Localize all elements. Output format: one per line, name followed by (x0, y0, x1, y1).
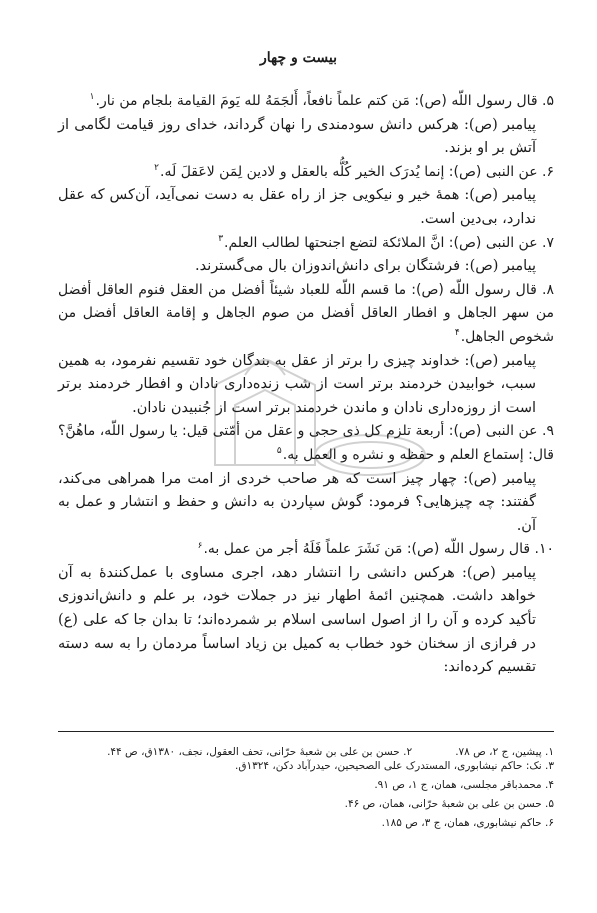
hadith-10-arabic: ۱۰. قال رسول اللّه (ص): مَن نَشَرَ علماً فَلَهُ أجر من عمل به.$^۶$ (197, 540, 554, 558)
hadith-8-translation: پیامبر (ص): خداوند چیزی را برتر از عقل به بندگان خود تقسیم نفرمود، به همین سبب، خوابیدن خردمند برتر است از شب زنده‌داری نادان و افطار خردمند برتر است از روزه‌داری نادان و ماندن خردمند برتر است از جُنبیدن نادان. (58, 352, 536, 416)
page-title: بیست و چهار (260, 50, 337, 66)
hadith-9-arabic: ۹. عن النبی (ص): أربعة تلزم کل ذی حجی و عقل من أمّتی قیل: یا رسول اللّه، ماهُنَّ؟ قال: إستماع العلم و حفظه و نشره و العمل به.$^۵$ (58, 423, 554, 463)
footnote-ref[interactable]: ۴ (454, 328, 460, 339)
hadith-5-translation: پیامبر (ص): هرکس دانش سودمندی را نهان گرداند، خدای روز قیامت لگامی از آتش بر او بزند. (58, 116, 536, 157)
footnote-ref[interactable]: ۶ (197, 540, 203, 551)
hadith-6-translation: پیامبر (ص): همهٔ خیر و نیکویی جز از راه عقل به دست نمی‌آید، آن‌کس که عقل ندارد، بی‌دین است. (58, 187, 536, 227)
library-watermark-stamp (175, 345, 435, 505)
footnote-separator (58, 731, 554, 732)
hadith-6-arabic: ۶. عن النبی (ص): إنما یُدرَک الخیر کُلُّه بالعقل و لادین لِمَن لاعَقلَ لَه.$^۲$ (154, 163, 554, 180)
footnote-4: ۴. محمدباقر مجلسی، همان، ج ۱، ص ۹۱. (374, 779, 554, 791)
footnote-ref[interactable]: ۱ (89, 92, 95, 103)
footnote-ref[interactable]: ۳ (218, 233, 224, 244)
footnote-3: ۳. نک: حاکم نیشابوری، المستدرک علی الصحیحین، حیدرآباد دکن، ۱۳۲۴ق. (235, 760, 554, 772)
hadith-7-translation: پیامبر (ص): فرشتگان برای دانش‌اندوزان بال می‌گسترند. (195, 258, 536, 275)
hadith-9-translation: پیامبر (ص): چهار چیز است که هر صاحب خردی از امت مرا همراهی می‌کند، گفتند: چه چیزهایی؟ فرمود: گوش سپاردن به دانش و حفظ و انتشار و عمل به آن. (58, 470, 536, 534)
footnote-ref[interactable]: ۵ (276, 446, 282, 457)
footnote-2: ۲. حسن بن علی بن شعبهٔ حرّانی، تحف العقول، نجف، ۱۳۸۰ق، ص ۴۴. (107, 746, 413, 758)
hadith-8-arabic: ۸. قال رسول اللّه (ص): ما قسم اللّه للعباد شیئاً أفضل من العقل فنوم العاقل أفضل من سهر الجاهل و افطار العاقل أفضل من صوم الجاهل و إقامة العاقل أفضل من شخوص الجاهل.$^۴$ (58, 281, 554, 345)
footnote-1: ۱. پیشین، ج ۲، ص ۷۸. (455, 746, 554, 758)
hadith-5-arabic: ۵. قال رسول اللّه (ص): مَن کتم علماً نافعاً، أَلجَمَهُ لله یَومَ القیامة بلجام من نار.$^۱$ (89, 92, 554, 109)
footnote-6: ۶. حاکم نیشابوری، همان، ج ۳، ص ۱۸۵. (381, 817, 554, 829)
footnote-row-1 (58, 740, 554, 758)
hadith-10-translation: پیامبر (ص): هرکس دانشی را انتشار دهد، اجری مساوی با عمل‌کنندهٔ به آن خواهد داشت. همچنین ائمهٔ اطهار نیز در جملات خود، بر علم و دانش‌اندوزی تأکید کرده و آن را از اصول اساسی اسلام بر شمرده‌اند؛ تا بدان جا که علی (ع) در فرازی از سخنان خود خطاب به کمیل بن زیاد اساساً مردمان را به سه دسته تقسیم کرده‌اند: (58, 564, 536, 676)
footnote-5: ۵. حسن بن علی بن شعبهٔ حرّانی، همان، ص ۴۶. (344, 798, 554, 810)
hadith-7-arabic: ۷. عن النبی (ص): انَّ الملائکة لتضع اجنحتها لطالب العلم.$^۳$ (218, 233, 554, 251)
footnote-ref[interactable]: ۲ (154, 163, 160, 174)
